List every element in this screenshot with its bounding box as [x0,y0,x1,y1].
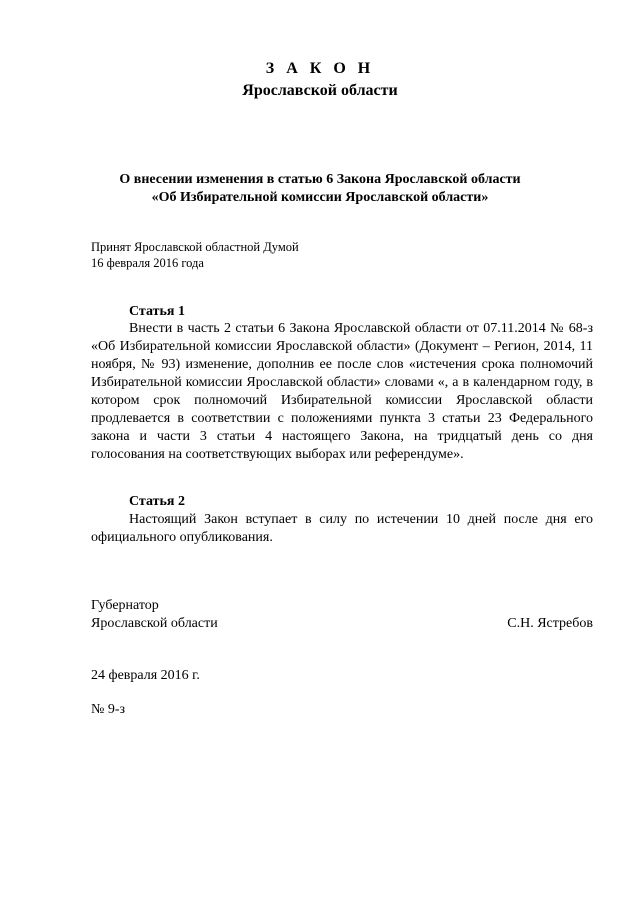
law-subject [0,171,640,207]
article-2-heading: Статья 2 [129,494,185,509]
law-subject-line-1: О внесении изменения в статью 6 Закона Ярославской области [119,172,521,187]
law-subject-line-2: «Об Избирательной комиссии Ярославской области» [151,190,489,205]
signatory-title [91,597,218,633]
adoption-note-date: 16 февраля 2016 года [91,256,204,270]
article-1-heading: Статья 1 [129,304,185,319]
signatory-title-line-1: Губернатор [91,598,159,613]
law-number: № 9-з [91,702,126,717]
law-title: З А К О Н [265,60,375,77]
signatory-title-line-2: Ярославской области [91,616,218,631]
law-region: Ярославской области [242,82,398,99]
article-1-text: Внести в часть 2 статьи 6 Закона Ярославской области от 07.11.2014 № 68-з «Об Избирательной комиссии Ярославской области» (Документ – Регион, 2014, 11 ноября, № 93) изменение, дополнив ее после слов «истечения срока полномочий Избирательной комиссии Ярославской области» словами «, а в календарном году, в котором срок полномочий Избирательной комиссии Ярославской области продлевается в соответствии с положениями пункта 3 статьи 23 Федерального закона и части 3 статьи 4 настоящего Закона, на тридцатый день со дня голосования на соответствующих выборах или референдуме». [91,321,593,462]
signing-date: 24 февраля 2016 г. [91,668,200,683]
adoption-note [91,239,299,271]
signatory-name: С.Н. Ястребов [507,616,593,631]
adoption-note-line-1: Принят Ярославской областной Думой [91,240,299,254]
article-2-text: Настоящий Закон вступает в силу по истечении 10 дней после дня его официального опубликования. [91,512,593,545]
